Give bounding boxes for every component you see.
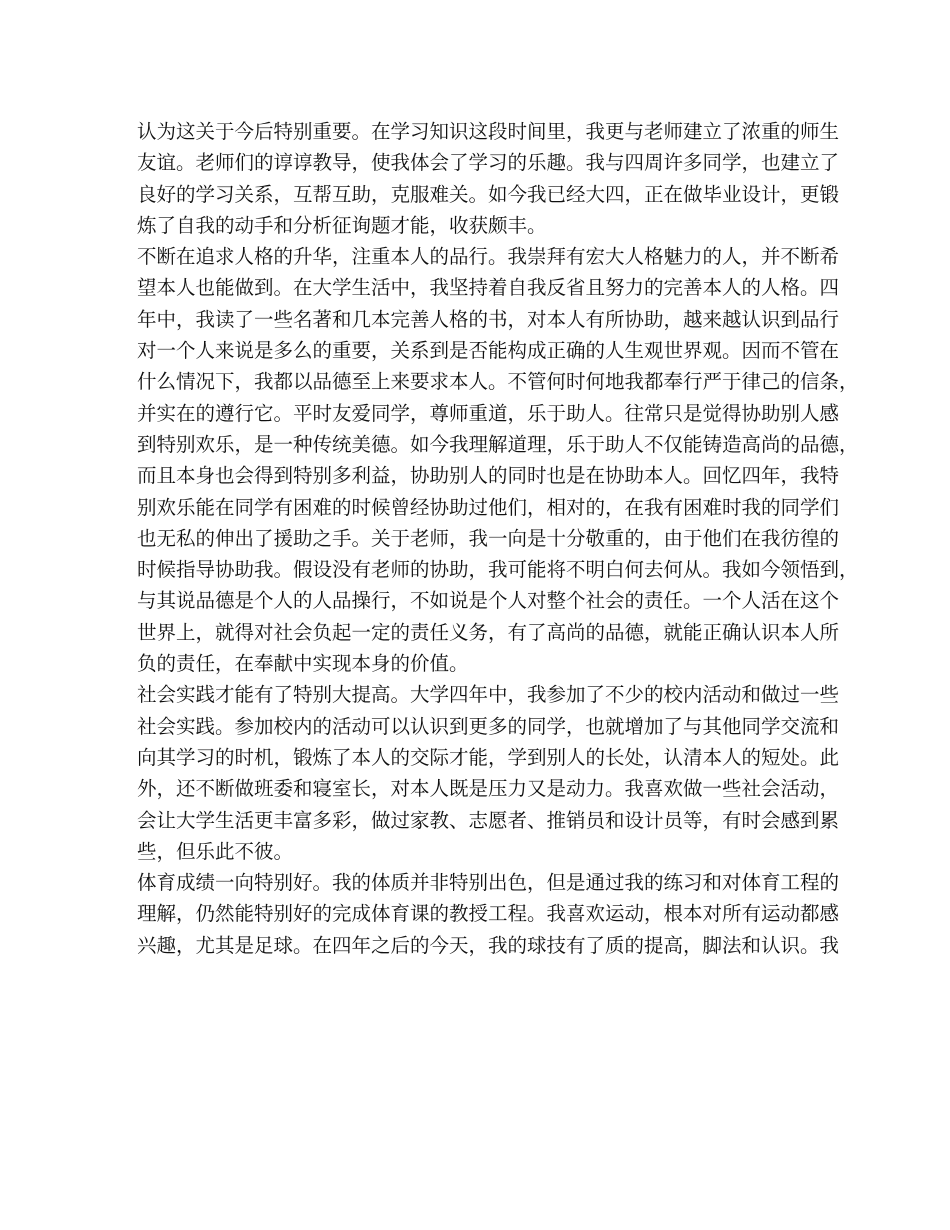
text-line: 社会实践。参加校内的活动可以认识到更多的同学，也就增加了与其他同学交流和 xyxy=(137,714,840,738)
text-line: 外，还不断做班委和寝室长，对本人既是压力又是动力。我喜欢做一些社会活动， xyxy=(137,777,840,801)
text-line: 向其学习的时机，锻炼了本人的交际才能，学到别人的长处，认清本人的短处。此 xyxy=(137,745,840,769)
text-line: 并实在的遵行它。平时友爱同学，尊师重道，乐于助人。往常只是觉得协助别人感 xyxy=(137,401,840,425)
text-line: 友谊。老师们的谆谆教导，使我体会了学习的乐趣。我与四周许多同学，也建立了 xyxy=(137,151,840,175)
text-line: 对一个人来说是多么的重要，关系到是否能构成正确的人生观世界观。因而不管在 xyxy=(137,339,840,363)
text-line: 认为这关于今后特别重要。在学习知识这段时间里，我更与老师建立了浓重的师生 xyxy=(137,120,840,143)
text-line: 年中，我读了一些名著和几本完善人格的书，对本人有所协助，越来越认识到品行 xyxy=(137,307,840,331)
text-line: 会让大学生活更丰富多彩，做过家教、志愿者、推销员和设计员等，有时会感到累 xyxy=(137,808,840,832)
text-line: 不断在追求人格的升华，注重本人的品行。我崇拜有宏大人格魅力的人，并不断希 xyxy=(137,245,840,269)
text-line: 别欢乐能在同学有困难的时候曾经协助过他们，相对的，在我有困难时我的同学们 xyxy=(137,495,840,519)
text-line: 什么情况下，我都以品德至上来要求本人。不管何时何地我都奉行严于律己的信条， xyxy=(137,370,859,394)
text-line: 社会实践才能有了特别大提高。大学四年中，我参加了不少的校内活动和做过一些 xyxy=(137,683,840,707)
text-line: 良好的学习关系，互帮互助，克服难关。如今我已经大四，正在做毕业设计，更锻 xyxy=(137,182,840,206)
text-line: 时候指导协助我。假设没有老师的协助，我可能将不明白何去何从。我如今领悟到， xyxy=(137,558,859,582)
text-line: 些，但乐此不彼。 xyxy=(137,839,294,863)
text-line: 负的责任，在奉献中实现本身的价值。 xyxy=(137,652,469,676)
text-line: 炼了自我的动手和分析征询题才能，收获颇丰。 xyxy=(137,213,547,237)
text-line: 世界上，就得对社会负起一定的责任义务，有了高尚的品德，就能正确认识本人所 xyxy=(137,620,840,644)
text-line: 到特别欢乐，是一种传统美德。如今我理解道理，乐于助人不仅能铸造高尚的品德， xyxy=(137,432,859,456)
text-line: 理解，仍然能特别好的完成体育课的教授工程。我喜欢运动，根本对所有运动都感 xyxy=(137,902,840,926)
text-line: 望本人也能做到。在大学生活中，我坚持着自我反省且努力的完善本人的人格。四 xyxy=(137,276,840,300)
text-line: 也无私的伸出了援助之手。关于老师，我一向是十分敬重的，由于他们在我彷徨的 xyxy=(137,526,840,550)
body-text xyxy=(137,116,859,961)
text-line: 而且本身也会得到特别多利益，协助别人的同时也是在协助本人。回忆四年，我特 xyxy=(137,464,840,488)
text-line: 体育成绩一向特别好。我的体质并非特别出色，但是通过我的练习和对体育工程的 xyxy=(137,871,840,895)
text-line: 兴趣，尤其是足球。在四年之后的今天，我的球技有了质的提高，脚法和认识。我 xyxy=(137,933,840,957)
text-line: 与其说品德是个人的人品操行，不如说是个人对整个社会的责任。一个人活在这个 xyxy=(137,589,840,613)
